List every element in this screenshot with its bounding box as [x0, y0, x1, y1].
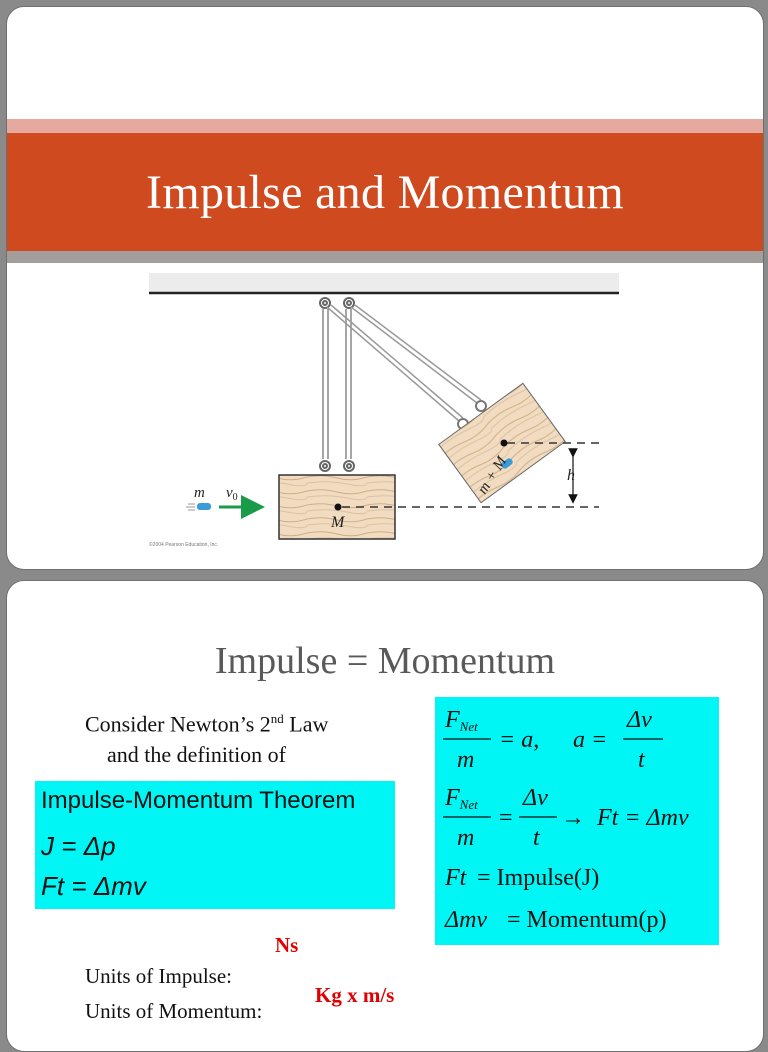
svg-text:m: m — [457, 825, 475, 851]
para-line1: Consider Newton’s 2 — [85, 711, 271, 737]
ceiling — [149, 273, 619, 293]
svg-text:= Impulse(J): = Impulse(J) — [477, 865, 600, 891]
svg-text:Δmv: Δmv — [445, 907, 488, 933]
eq-row-3 — [444, 865, 599, 891]
theorem-line-2: Ft = Δmv — [41, 871, 146, 901]
diagonal-strings — [327, 305, 481, 421]
label-m-plus-M: m + M — [474, 453, 511, 498]
eq-row-2 — [443, 785, 689, 851]
svg-text:Δv: Δv — [627, 707, 652, 733]
momentum-unit-answer: Kg x m/s — [315, 983, 395, 1007]
pivot-right — [344, 298, 354, 308]
svg-text:t: t — [638, 747, 645, 773]
copyright: ©2004 Pearson Education, Inc. — [149, 542, 219, 548]
slide-2-title: Impulse = Momentum — [214, 640, 556, 682]
svg-text:FNet: FNet — [445, 707, 478, 734]
title-band-bottom — [7, 251, 763, 263]
slide-1-title: Impulse and Momentum — [146, 165, 624, 219]
eq-row-4 — [444, 907, 667, 933]
label-v0: $v_0$ — [226, 485, 238, 503]
label-M: M — [331, 514, 345, 531]
para-line2: and the definition of — [107, 742, 287, 765]
impulse-unit-answer: Ns — [275, 933, 299, 957]
label-h: h — [567, 467, 575, 484]
svg-text:= Momentum(p): = Momentum(p) — [507, 907, 667, 933]
vertical-strings — [323, 309, 351, 459]
eq-row-1 — [443, 707, 663, 773]
title-band-top — [7, 119, 763, 133]
bullet-m — [197, 503, 211, 510]
para-superscript: nd — [270, 711, 284, 726]
slide-2 — [6, 580, 764, 1052]
units-momentum-label: Units of Momentum: — [85, 999, 263, 1023]
svg-text:= a,: = a, — [499, 727, 540, 753]
theorem-title: Impulse-Momentum Theorem — [41, 787, 356, 814]
svg-text:a =: a = — [573, 727, 608, 753]
label-m: m — [194, 485, 205, 501]
svg-text:m: m — [457, 747, 475, 773]
para-line1-end: Law — [283, 711, 329, 737]
svg-text:t: t — [533, 825, 540, 851]
svg-text:→: → — [561, 805, 585, 831]
svg-text:Δv: Δv — [523, 785, 548, 811]
bottom-hooks — [320, 461, 354, 471]
newton-paragraph — [85, 703, 415, 765]
slide-1 — [6, 6, 764, 570]
svg-text:=: = — [499, 805, 513, 831]
ballistic-pendulum-diagram — [7, 263, 763, 563]
svg-text:Ft = Δmv: Ft = Δmv — [597, 805, 689, 831]
block-M-center — [335, 504, 342, 511]
svg-text:FNet: FNet — [445, 785, 478, 812]
equation-box — [435, 697, 719, 945]
block-mM-center — [501, 440, 508, 447]
units-impulse-label: Units of Impulse: — [85, 964, 232, 988]
pivot-left — [320, 298, 330, 308]
theorem-line-1: J = Δp — [41, 831, 116, 861]
impulse-momentum-theorem-box — [35, 781, 395, 909]
svg-text:Ft: Ft — [445, 865, 467, 891]
